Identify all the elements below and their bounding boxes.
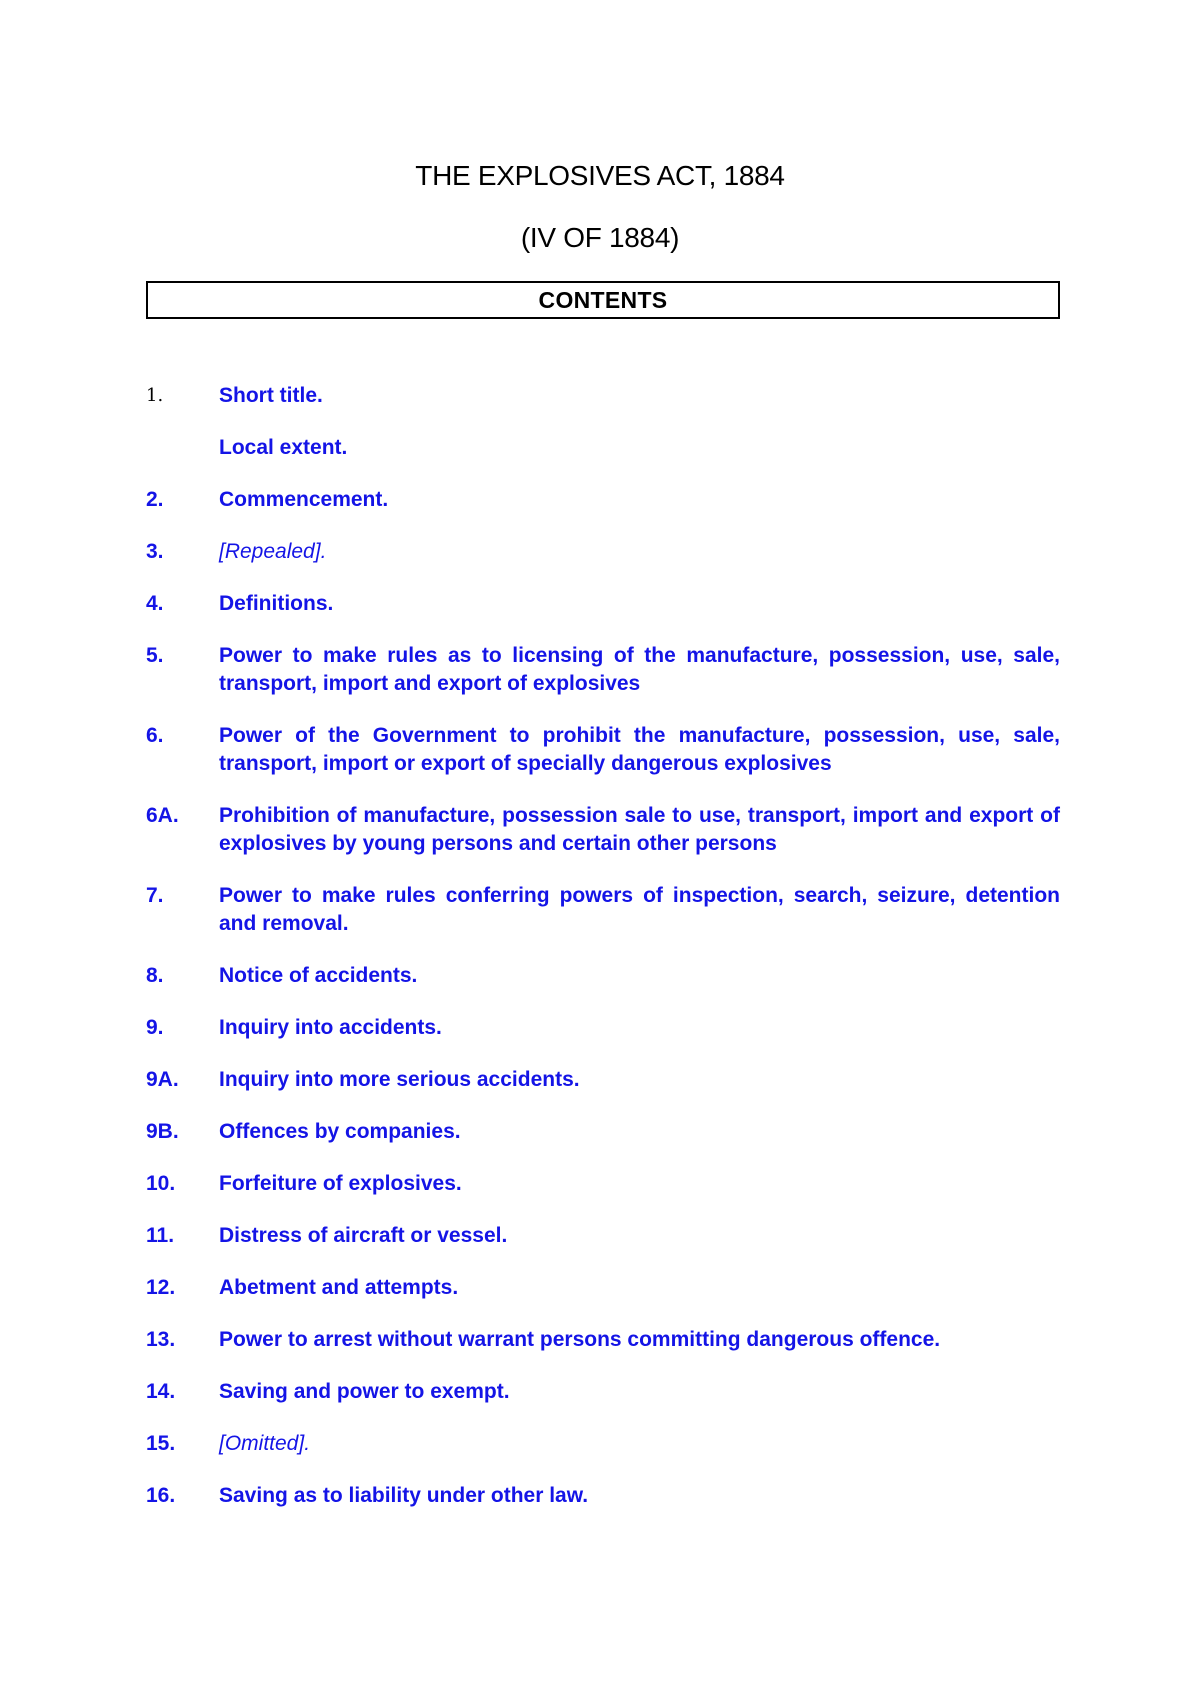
toc-number: 5.: [146, 644, 164, 667]
toc-number: 7.: [146, 884, 164, 907]
toc-link-inquiry-accidents[interactable]: Inquiry into accidents.: [219, 1016, 442, 1039]
toc-number: 16.: [146, 1484, 176, 1507]
toc-link-offences-companies[interactable]: Offences by companies.: [219, 1120, 461, 1143]
document-title: THE EXPLOSIVES ACT, 1884: [415, 160, 785, 191]
toc-link-repealed[interactable]: [Repealed].: [219, 540, 327, 563]
toc-entry-5[interactable]: [146, 642, 1060, 698]
toc-entry-12[interactable]: [146, 1274, 1060, 1302]
contents-heading: CONTENTS: [146, 281, 1060, 319]
toc-entry-16[interactable]: [146, 1482, 1060, 1510]
toc-link-serious-accidents[interactable]: Inquiry into more serious accidents.: [219, 1068, 580, 1091]
toc-link-inspection-powers[interactable]: Power to make rules conferring powers of inspection, search, seizure, detention and removal.: [219, 884, 1060, 935]
toc-entry-13[interactable]: [146, 1326, 1060, 1354]
toc-link-abetment[interactable]: Abetment and attempts.: [219, 1276, 459, 1299]
toc-entry-8[interactable]: [146, 962, 1060, 990]
toc-entry-9[interactable]: [146, 1014, 1060, 1042]
toc-entry-1[interactable]: [146, 382, 1060, 410]
toc-number: 13.: [146, 1328, 176, 1351]
toc-number: 4.: [146, 592, 164, 615]
toc-entry-15[interactable]: [146, 1430, 1060, 1458]
toc-number: 8.: [146, 964, 164, 987]
toc-number: 11.: [146, 1224, 175, 1247]
toc-entry-14[interactable]: [146, 1378, 1060, 1406]
toc-number: 1.: [146, 385, 164, 406]
toc-link-arrest-without-warrant[interactable]: Power to arrest without warrant persons committing dangerous offence.: [219, 1328, 941, 1351]
toc-entry-3[interactable]: [146, 538, 1060, 566]
toc-link-young-persons[interactable]: Prohibition of manufacture, possession sale to use, transport, import and export of explosives by young persons and certain other persons: [219, 804, 1060, 855]
toc-link-prohibit-dangerous[interactable]: Power of the Government to prohibit the manufacture, possession, use, sale, transport, import or export of specially dangerous explosives: [219, 724, 1060, 775]
toc-number: 9.: [146, 1016, 164, 1039]
toc-number: 3.: [146, 540, 164, 563]
toc-number: 6A.: [146, 804, 179, 827]
toc-link-saving-liability[interactable]: Saving as to liability under other law.: [219, 1484, 589, 1507]
toc-entry-11[interactable]: [146, 1222, 1060, 1250]
toc-link-local-extent[interactable]: Local extent.: [219, 436, 348, 459]
toc-entry-6a[interactable]: [146, 802, 1060, 858]
toc-link-omitted[interactable]: [Omitted].: [219, 1432, 311, 1455]
toc-number: 10.: [146, 1172, 176, 1195]
toc-entry-7[interactable]: [146, 882, 1060, 938]
toc-link-short-title[interactable]: Short title.: [219, 384, 323, 407]
toc-number: 2.: [146, 488, 164, 511]
toc-link-forfeiture[interactable]: Forfeiture of explosives.: [219, 1172, 462, 1195]
toc-number: 9A.: [146, 1068, 179, 1091]
document-subtitle: (IV OF 1884): [520, 222, 680, 253]
toc-number: 15.: [146, 1432, 176, 1455]
toc-link-definitions[interactable]: Definitions.: [219, 592, 334, 615]
toc-entry-9a[interactable]: [146, 1066, 1060, 1094]
toc-link-saving-exempt[interactable]: Saving and power to exempt.: [219, 1380, 510, 1403]
toc-entry-9b[interactable]: [146, 1118, 1060, 1146]
table-of-contents: [146, 382, 1060, 1534]
toc-link-commencement[interactable]: Commencement.: [219, 488, 389, 511]
toc-entry-6[interactable]: [146, 722, 1060, 778]
toc-number: 6.: [146, 724, 164, 747]
toc-entry-2[interactable]: [146, 486, 1060, 514]
toc-link-notice-accidents[interactable]: Notice of accidents.: [219, 964, 418, 987]
toc-number: 12.: [146, 1276, 176, 1299]
toc-link-distress[interactable]: Distress of aircraft or vessel.: [219, 1224, 508, 1247]
toc-entry-1-local-extent[interactable]: [146, 434, 1060, 462]
toc-link-licensing-rules[interactable]: Power to make rules as to licensing of the manufacture, possession, use, sale, transport, import and export of explosives: [219, 644, 1060, 695]
toc-number: 14.: [146, 1380, 176, 1403]
toc-entry-10[interactable]: [146, 1170, 1060, 1198]
toc-entry-4[interactable]: [146, 590, 1060, 618]
toc-number: 9B.: [146, 1120, 179, 1143]
